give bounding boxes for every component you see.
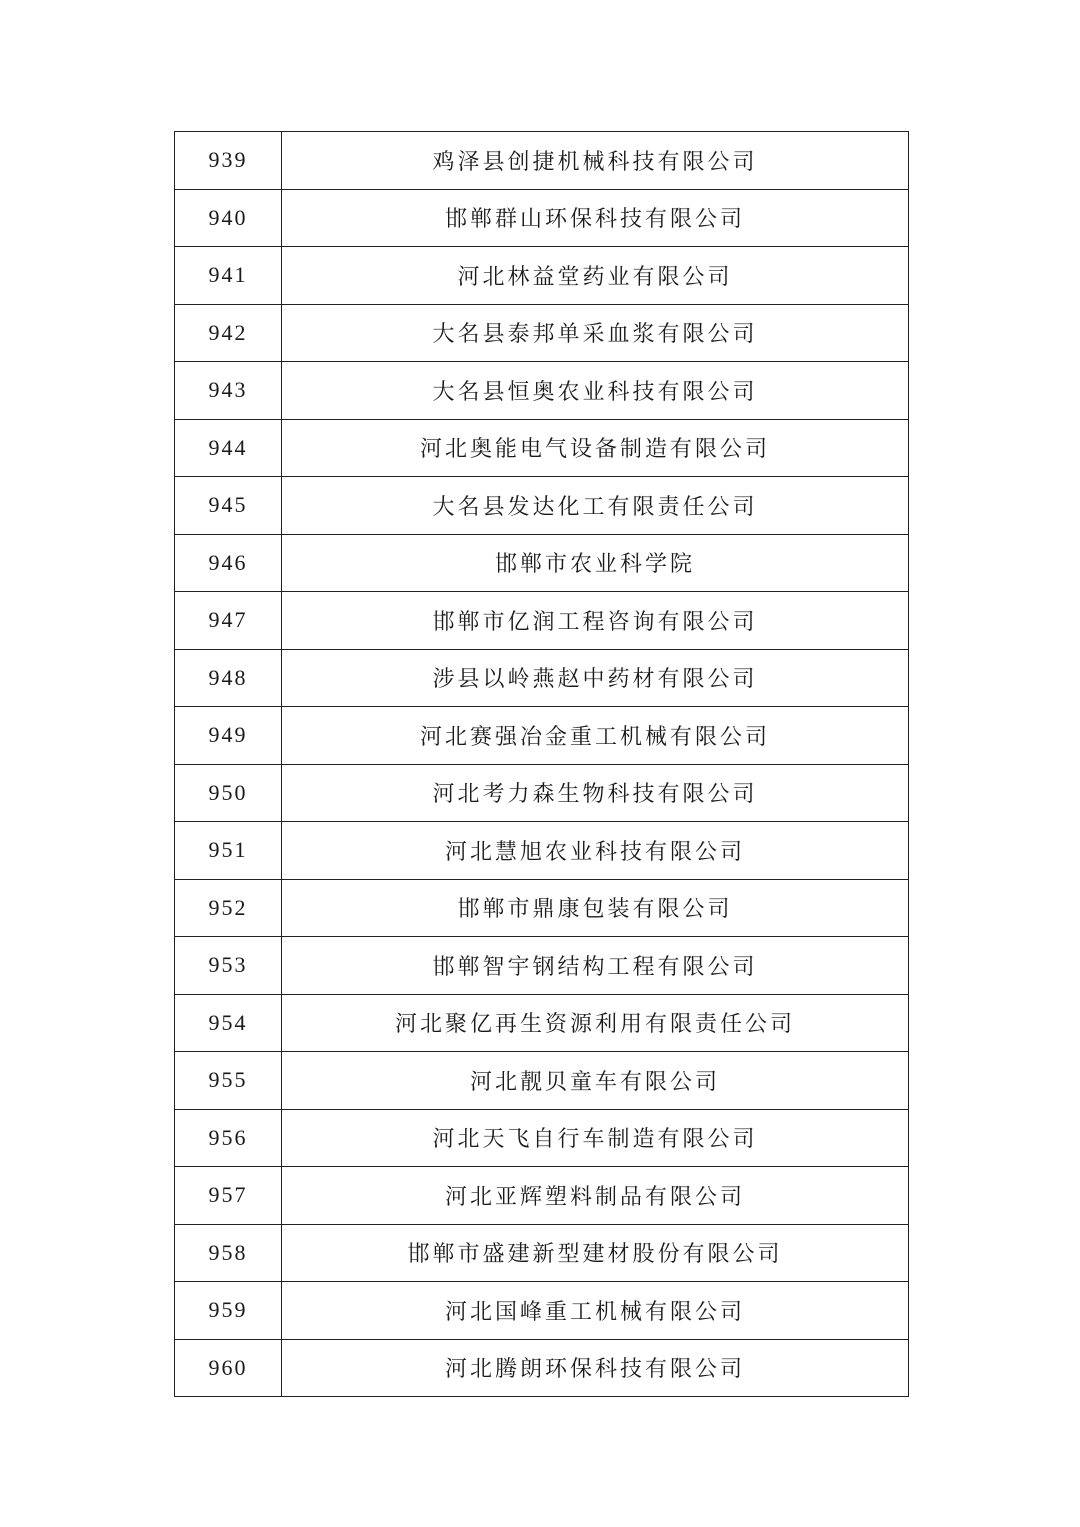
company-name-cell: 河北奥能电气设备制造有限公司 — [282, 419, 909, 477]
table-row — [175, 879, 909, 937]
table-row — [175, 247, 909, 305]
table-row — [175, 477, 909, 535]
company-name-cell: 涉县以岭燕赵中药材有限公司 — [282, 649, 909, 707]
row-number-cell: 951 — [175, 822, 282, 880]
table-row — [175, 1224, 909, 1282]
table-row — [175, 822, 909, 880]
company-name-cell: 河北林益堂药业有限公司 — [282, 247, 909, 305]
table-row — [175, 419, 909, 477]
row-number-cell: 950 — [175, 764, 282, 822]
row-number-cell: 943 — [175, 362, 282, 420]
table-row — [175, 304, 909, 362]
company-name-cell: 河北考力森生物科技有限公司 — [282, 764, 909, 822]
table-row — [175, 189, 909, 247]
table-body — [175, 132, 909, 1397]
company-name-cell: 河北腾朗环保科技有限公司 — [282, 1339, 909, 1397]
company-name-cell: 鸡泽县创捷机械科技有限公司 — [282, 132, 909, 190]
company-name-cell: 邯郸群山环保科技有限公司 — [282, 189, 909, 247]
row-number-cell: 952 — [175, 879, 282, 937]
row-number-cell: 955 — [175, 1052, 282, 1110]
company-name-cell: 河北聚亿再生资源利用有限责任公司 — [282, 994, 909, 1052]
company-name-cell: 大名县发达化工有限责任公司 — [282, 477, 909, 535]
row-number-cell: 958 — [175, 1224, 282, 1282]
company-name-cell: 河北天飞自行车制造有限公司 — [282, 1109, 909, 1167]
row-number-cell: 948 — [175, 649, 282, 707]
table-row — [175, 362, 909, 420]
row-number-cell: 957 — [175, 1167, 282, 1225]
company-name-cell: 河北国峰重工机械有限公司 — [282, 1282, 909, 1340]
table-row — [175, 649, 909, 707]
row-number-cell: 949 — [175, 707, 282, 765]
company-name-cell: 大名县恒奥农业科技有限公司 — [282, 362, 909, 420]
table-row — [175, 1109, 909, 1167]
table-row — [175, 707, 909, 765]
company-name-cell: 邯郸市鼎康包装有限公司 — [282, 879, 909, 937]
row-number-cell: 945 — [175, 477, 282, 535]
row-number-cell: 956 — [175, 1109, 282, 1167]
row-number-cell: 959 — [175, 1282, 282, 1340]
company-name-cell: 河北亚辉塑料制品有限公司 — [282, 1167, 909, 1225]
table-row — [175, 132, 909, 190]
table-row — [175, 1052, 909, 1110]
table-row — [175, 1167, 909, 1225]
row-number-cell: 946 — [175, 534, 282, 592]
company-name-cell: 大名县泰邦单采血浆有限公司 — [282, 304, 909, 362]
table-row — [175, 1339, 909, 1397]
row-number-cell: 944 — [175, 419, 282, 477]
row-number-cell: 939 — [175, 132, 282, 190]
company-name-cell: 河北靓贝童车有限公司 — [282, 1052, 909, 1110]
row-number-cell: 940 — [175, 189, 282, 247]
row-number-cell: 954 — [175, 994, 282, 1052]
table-row — [175, 592, 909, 650]
table-row — [175, 994, 909, 1052]
table-row — [175, 1282, 909, 1340]
row-number-cell: 941 — [175, 247, 282, 305]
company-name-cell: 邯郸市农业科学院 — [282, 534, 909, 592]
table-row — [175, 937, 909, 995]
row-number-cell: 942 — [175, 304, 282, 362]
row-number-cell: 947 — [175, 592, 282, 650]
row-number-cell: 953 — [175, 937, 282, 995]
row-number-cell: 960 — [175, 1339, 282, 1397]
company-name-cell: 河北慧旭农业科技有限公司 — [282, 822, 909, 880]
company-name-cell: 邯郸市亿润工程咨询有限公司 — [282, 592, 909, 650]
company-name-cell: 邯郸智宇钢结构工程有限公司 — [282, 937, 909, 995]
table-row — [175, 534, 909, 592]
company-name-cell: 河北赛强冶金重工机械有限公司 — [282, 707, 909, 765]
company-name-cell: 邯郸市盛建新型建材股份有限公司 — [282, 1224, 909, 1282]
company-list-table — [174, 131, 909, 1397]
table-row — [175, 764, 909, 822]
